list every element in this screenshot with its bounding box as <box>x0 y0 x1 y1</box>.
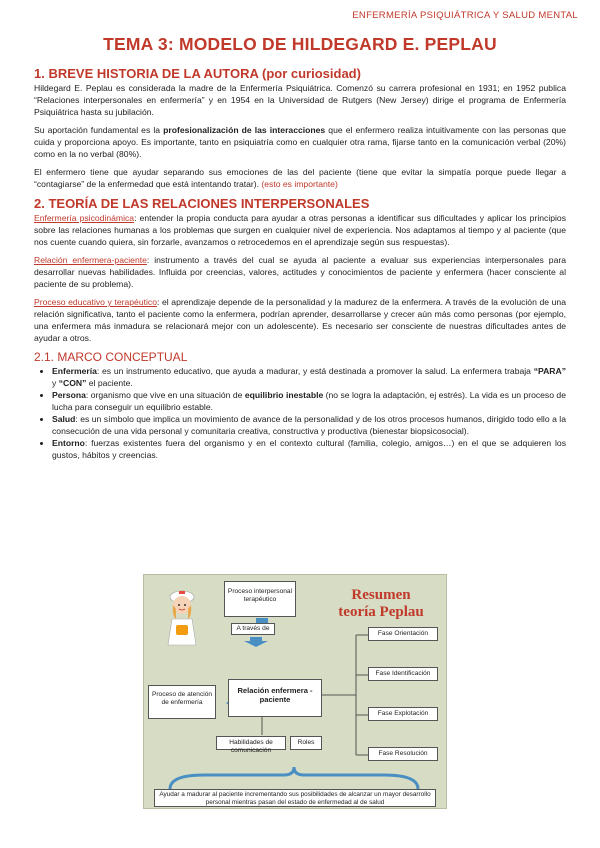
document-body <box>34 66 566 461</box>
habilidades-comunicacion-box: Habilidades de comunicación <box>216 736 286 750</box>
fase-identificacion-box: Fase Identificación <box>368 667 438 681</box>
fase-resolucion-box: Fase Resolución <box>368 747 438 761</box>
relacion-enfermera-paciente-paragraph: Relación enfermera-paciente: instrumento a través del cual se ayuda al paciente a evaluar sus experiencias interpersonales para desarrollar nuevas habilidades. Influida por creencias, valores, actitudes y conocimientos de paciente y enfermera (hacer consciente al paciente de su problema). <box>34 255 566 289</box>
section-2-heading: 2. TEORÍA DE LAS RELACIONES INTERPERSONALES <box>34 196 370 211</box>
list-item: • Enfermería: es un instrumento educativo, que ayuda a madurar, y está destinada a promover la salud. La enfermera trabaja “PARA” y “CON” el paciente. <box>52 365 566 389</box>
page-title: TEMA 3: MODELO DE HILDEGARD E. PEPLAU <box>103 34 497 54</box>
section-1-paragraph-3: El enfermero tiene que ayudar separando sus emociones de las del paciente (tiene que evitar la simpatía porque puede llegar a “contagiarse” de la enfermedad que está intentando tratar). (esto es importante) <box>34 167 566 189</box>
conclusion-box: Ayudar a madurar al paciente incrementando sus posibilidades de alcanzar un mayor desarrollo personal mientras pasan del estado de enfermedad al de salud <box>154 789 436 807</box>
section-1-paragraph-2: Su aportación fundamental es la profesionalización de las interacciones que el enfermero realiza intuitivamente con las personas que cuida y proporciona apoyo. Es importante, tanto en psiquiatría como en cualquier otra rama, fijarse tanto en la comunicación verbal (20%) como en la no verbal (80%). <box>34 125 566 159</box>
proceso-educativo-paragraph: Proceso educativo y terapéutico: el aprendizaje depende de la personalidad y la madurez de la enfermera. A través de la evolución de una relación significativa, tanto el paciente como la enfermera, podrían aprender, desarrollarse y crecer aún más como personas (por ejemplo, una enfermera más inmadura se relacionará mejor con un adolescente). Es necesario ser consciente de nuestras dificultades antes de ayudar a otros. <box>34 297 566 343</box>
list-item: • Salud: es un símbolo que implica un movimiento de avance de la personalidad y de los otros procesos humanos, dirigido todo ello a la consecución de una vida personal y comunitaria creativa, constructiva y productiva (bienestar biopsicosocial). <box>52 413 566 437</box>
enfermeria-psicodinamica-paragraph: Enfermería psicodinámica: entender la propia conducta para ayudar a otras personas a identificar sus dificultades y aplicar los principios sobre las relaciones humanas a los problemas que surgen en cualquier nivel de experiencia. Nos adaptamos al tiempo y al paciente (que nos cuente cuando quiera, sin forzarle, avanzamos o retrocedemos en el aprendizaje según sus respuestas). <box>34 213 566 247</box>
roles-box: Roles <box>290 736 322 750</box>
relacion-enfermera-paciente-box: Relación enfermera - paciente <box>228 679 322 717</box>
section-2-1-heading: 2.1. MARCO CONCEPTUAL <box>34 350 188 364</box>
section-1-paragraph-1: Hildegard E. Peplau es considerada la madre de la Enfermería Psiquiátrica. Comenzó su carrera profesional en 1931; en 1952 publica “Relaciones interpersonales en enfermería” y en 1954 en la Universidad de Rutgers (New Jersey) dirige el programa de Enfermería Psiquiátrica hasta su jubilación. <box>34 83 566 117</box>
section-1-heading: 1. BREVE HISTORIA DE LA AUTORA (por curiosidad) <box>34 66 361 81</box>
fase-orientacion-box: Fase Orientación <box>368 627 438 641</box>
a-traves-de-box: A través de <box>231 623 275 635</box>
document-header: ENFERMERÍA PSIQUIÁTRICA Y SALUD MENTAL <box>352 10 578 21</box>
fase-explotacion-box: Fase Explotación <box>368 707 438 721</box>
marco-conceptual-list <box>38 365 566 461</box>
important-note: (esto es importante) <box>261 179 338 189</box>
peplau-summary-figure <box>143 574 447 809</box>
list-item: • Persona: organismo que vive en una situación de equilibrio inestable (no se logra la adaptación, ej estrés). La vida es un proceso de lucha para conseguir un equilibrio estable. <box>52 389 566 413</box>
proceso-interpersonal-box: Proceso interpersonal terapéutico <box>224 581 296 617</box>
list-item: • Entorno: fuerzas existentes fuera del organismo y en el contexto cultural (familia, colegio, amigos…) en el que se adquieren los gustos, hábitos y creencias. <box>52 437 566 461</box>
figure-title: Resumen teoría Peplau <box>338 587 424 620</box>
proceso-atencion-box: Proceso de atención de enfermería <box>148 685 216 719</box>
